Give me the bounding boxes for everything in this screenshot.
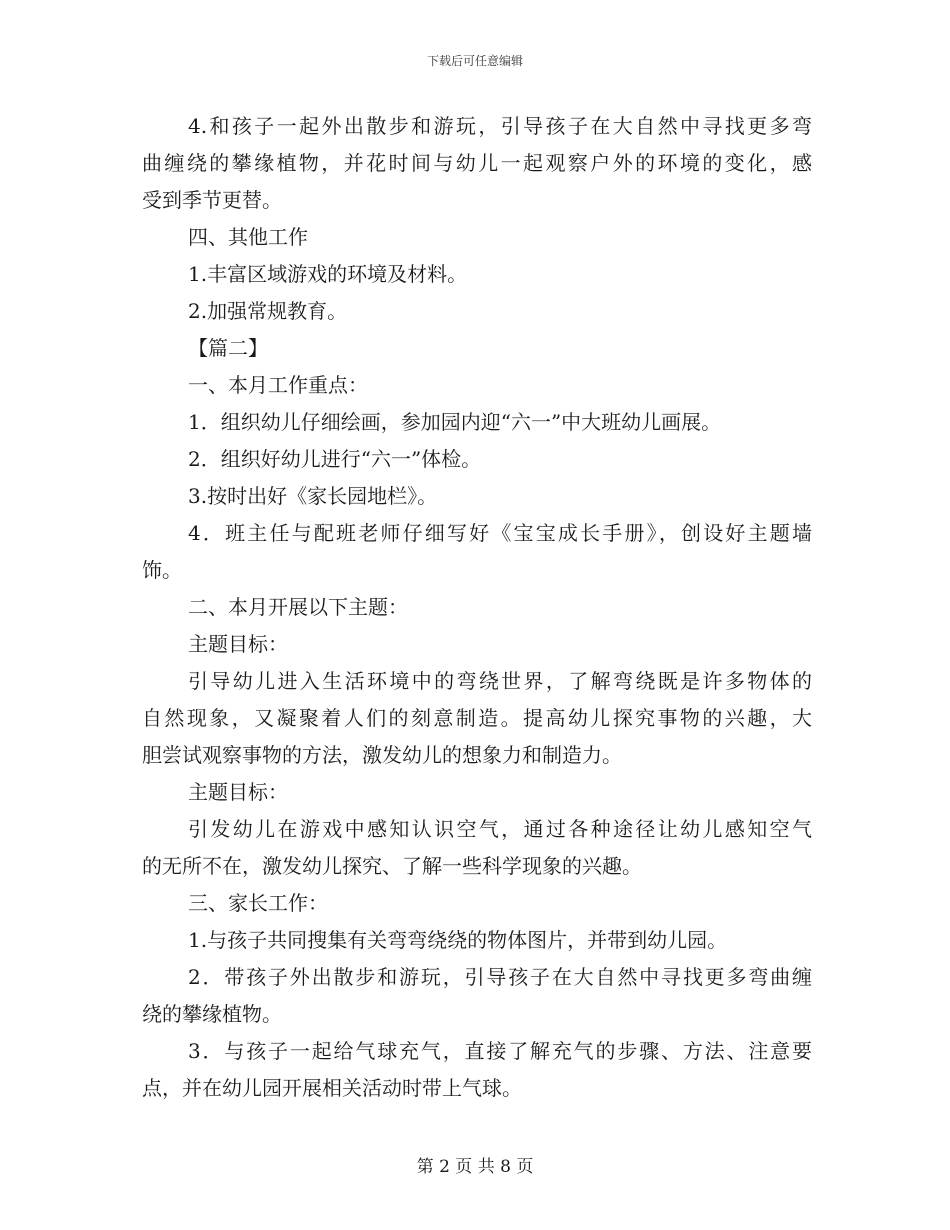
section-heading: 二、本月开展以下主题：	[188, 595, 408, 619]
paragraph-line: 饰。	[142, 558, 182, 582]
paragraph-line: 的无所不在，激发幼儿探究、了解一些科学现象的兴趣。	[142, 854, 642, 878]
list-item: 3．与孩子一起给气球充气，直接了解充气的步骤、方法、注意要	[188, 1039, 812, 1063]
paragraph-line: 点，并在幼儿园开展相关活动时带上气球。	[142, 1076, 522, 1100]
chapter-heading: 【篇二】	[188, 336, 268, 360]
list-item: 4．班主任与配班老师仔细写好《宝宝成长手册》，创设好主题墙	[188, 521, 812, 545]
paragraph-line: 曲缠绕的攀缘植物，并花时间与幼儿一起观察户外的环境的变化，感	[142, 151, 812, 175]
list-item: 3.按时出好《家长园地栏》。	[188, 484, 438, 508]
list-item: 2．带孩子外出散步和游玩，引导孩子在大自然中寻找更多弯曲缠	[188, 965, 812, 989]
section-heading: 四、其他工作	[188, 225, 308, 249]
page-number: 第 2 页 共 8 页	[416, 1157, 534, 1177]
list-item: 2．组织好幼儿进行“六一”体检。	[188, 447, 482, 471]
paragraph-line: 受到季节更替。	[142, 188, 282, 212]
section-heading: 一、本月工作重点：	[188, 373, 368, 397]
subheading: 主题目标：	[188, 780, 288, 804]
paragraph-line: 绕的攀缘植物。	[142, 1002, 282, 1026]
section-heading: 三、家长工作：	[188, 891, 328, 915]
document-body	[142, 108, 812, 1107]
list-item: 2.加强常规教育。	[188, 299, 348, 323]
list-item: 1．组织幼儿仔细绘画，参加园内迎“六一”中大班幼儿画展。	[188, 410, 722, 434]
paragraph-line: 4.和孩子一起外出散步和游玩，引导孩子在大自然中寻找更多弯	[188, 114, 812, 138]
paragraph-line: 引发幼儿在游戏中感知认识空气，通过各种途径让幼儿感知空气	[188, 817, 812, 841]
list-item: 1.与孩子共同搜集有关弯弯绕绕的物体图片，并带到幼儿园。	[188, 928, 728, 952]
subheading: 主题目标：	[188, 632, 288, 656]
list-item: 1.丰富区域游戏的环境及材料。	[188, 262, 468, 286]
paragraph-line: 胆尝试观察事物的方法，激发幼儿的想象力和制造力。	[142, 743, 622, 767]
paragraph-line: 自然现象，又凝聚着人们的刻意制造。提高幼儿探究事物的兴趣，大	[142, 706, 812, 730]
paragraph-line: 引导幼儿进入生活环境中的弯绕世界，了解弯绕既是许多物体的	[188, 669, 812, 693]
page-header: 下载后可任意编辑	[426, 54, 523, 68]
